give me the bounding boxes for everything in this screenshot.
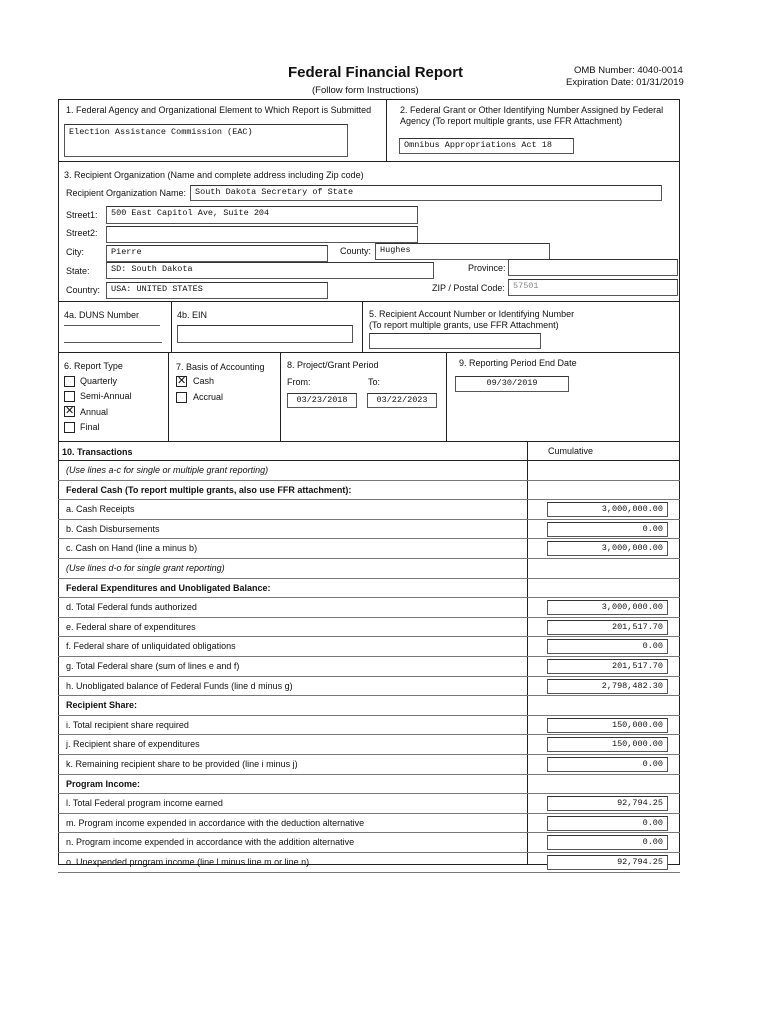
org-name-label: Recipient Organization Name: [66, 188, 187, 198]
box5-label-1: 5. Recipient Account Number or Identifying Number [369, 309, 575, 319]
agency-field[interactable]: Election Assistance Commission (EAC) [64, 124, 348, 157]
transaction-row [58, 793, 680, 813]
transaction-value-field[interactable]: 0.00 [547, 522, 668, 537]
city-field[interactable]: Pierre [106, 245, 328, 262]
transaction-row [58, 480, 680, 500]
state-label: State: [66, 266, 90, 276]
transaction-value-field[interactable]: 150,000.00 [547, 737, 668, 752]
transaction-label: c. Cash on Hand (line a minus b) [66, 543, 198, 554]
org-name-field[interactable]: South Dakota Secretary of State [190, 185, 662, 201]
cumulative-header: Cumulative [548, 446, 594, 456]
transaction-value-field[interactable]: 3,000,000.00 [547, 541, 668, 556]
transaction-row [58, 734, 680, 754]
transaction-row [58, 597, 680, 617]
expiration-date: Expiration Date: 01/31/2019 [566, 77, 684, 88]
box5-label-2: (To report multiple grants, use FFR Attachment) [369, 320, 559, 330]
transaction-row [58, 519, 680, 539]
transaction-label: f. Federal share of unliquidated obligations [66, 641, 236, 652]
divider-7-8 [280, 352, 281, 441]
cash-label: Cash [193, 376, 215, 386]
county-field[interactable]: Hughes [375, 243, 550, 260]
transaction-value-field[interactable]: 201,517.70 [547, 659, 668, 674]
divider-row3 [58, 301, 680, 302]
divider-row2 [58, 161, 680, 162]
country-field[interactable]: USA: UNITED STATES [106, 282, 328, 299]
accrual-label: Accrual [193, 392, 224, 402]
transaction-row [58, 695, 680, 715]
final-checkbox[interactable] [64, 422, 75, 433]
transaction-row [58, 636, 680, 656]
transaction-label: Program Income: [66, 778, 141, 789]
transaction-value-field[interactable]: 2,798,482.30 [547, 679, 668, 694]
basis-label: 7. Basis of Accounting [176, 362, 265, 372]
semiannual-checkbox[interactable] [64, 391, 75, 402]
transaction-label: h. Unobligated balance of Federal Funds (line d minus g) [66, 680, 293, 691]
transaction-label: e. Federal share of expenditures [66, 621, 196, 632]
transaction-label: o. Unexpended program income (line l minus line m or line n) [66, 857, 310, 867]
box2-label-1: 2. Federal Grant or Other Identifying Number Assigned by Federal [400, 105, 664, 115]
duns-field[interactable] [64, 331, 162, 343]
transactions-title: 10. Transactions [62, 447, 133, 457]
transaction-label: l. Total Federal program income earned [66, 798, 223, 809]
semiannual-label: Semi-Annual [80, 391, 132, 401]
transaction-label: a. Cash Receipts [66, 504, 135, 515]
transaction-row [58, 499, 680, 519]
quarterly-checkbox[interactable] [64, 376, 75, 387]
duns-underline [64, 325, 160, 326]
form-subtitle: (Follow form Instructions) [312, 85, 419, 96]
transaction-label: Federal Cash (To report multiple grants, also use FFR attachment): [66, 484, 352, 495]
transaction-row [58, 754, 680, 774]
cash-checkbox[interactable]: ✕ [177, 375, 187, 387]
transaction-label: b. Cash Disbursements [66, 523, 160, 534]
transaction-value-field[interactable]: 92,794.25 [547, 796, 668, 811]
street1-label: Street1: [66, 210, 98, 220]
transaction-value-field[interactable]: 150,000.00 [547, 718, 668, 733]
divider-row6 [58, 441, 680, 442]
zip-field[interactable]: 57501 [508, 279, 678, 296]
transaction-label: m. Program income expended in accordance with the deduction alternative [66, 817, 365, 828]
transaction-value-field[interactable]: 0.00 [547, 757, 668, 772]
period-end-field[interactable]: 09/30/2019 [455, 376, 569, 392]
street2-field[interactable] [106, 226, 418, 243]
zip-label: ZIP / Postal Code: [432, 283, 505, 293]
transaction-row [58, 538, 680, 558]
ein-field[interactable] [177, 325, 353, 343]
street1-field[interactable]: 500 East Capitol Ave, Suite 204 [106, 206, 418, 224]
transaction-value-field[interactable]: 0.00 [547, 835, 668, 850]
divider-6-7 [168, 352, 169, 441]
street2-label: Street2: [66, 228, 98, 238]
transaction-row [58, 774, 680, 794]
transaction-row [58, 715, 680, 735]
divider-row4 [58, 352, 680, 353]
grant-number-field[interactable]: Omnibus Appropriations Act 18 [399, 138, 574, 154]
from-label: From: [287, 377, 311, 387]
divider-4a-4b [171, 301, 172, 352]
city-label: City: [66, 247, 84, 257]
omb-number: OMB Number: 4040-0014 [574, 65, 683, 76]
county-label: County: [340, 246, 372, 256]
account-number-field[interactable] [369, 333, 541, 349]
form-title: Federal Financial Report [288, 64, 464, 81]
transaction-row [58, 656, 680, 676]
period-from-field[interactable]: 03/23/2018 [287, 393, 357, 408]
box1-label: 1. Federal Agency and Organizational Element to Which Report is Submitted [66, 105, 372, 115]
transaction-value-field[interactable]: 3,000,000.00 [547, 600, 668, 615]
state-field[interactable]: SD: South Dakota [106, 262, 434, 279]
transaction-value-field[interactable]: 0.00 [547, 639, 668, 654]
transaction-label: Federal Expenditures and Unobligated Balance: [66, 582, 271, 593]
transaction-value-field[interactable]: 3,000,000.00 [547, 502, 668, 517]
accrual-checkbox[interactable] [176, 392, 187, 403]
transaction-row [58, 578, 680, 598]
quarterly-label: Quarterly [80, 376, 118, 386]
country-label: Country: [66, 285, 101, 295]
transaction-label: d. Total Federal funds authorized [66, 602, 197, 613]
ein-label: 4b. EIN [177, 310, 208, 320]
period-end-label: 9. Reporting Period End Date [459, 358, 577, 368]
box2-label-2: Agency (To report multiple grants, use FFR Attachment) [400, 116, 623, 126]
transaction-label: i. Total recipient share required [66, 719, 189, 730]
divider-1-2 [386, 99, 387, 161]
transaction-row [58, 813, 680, 833]
transaction-label: j. Recipient share of expenditures [66, 739, 200, 750]
frame-top [58, 99, 680, 100]
transaction-label: Recipient Share: [66, 700, 138, 711]
transaction-label: n. Program income expended in accordance with the addition alternative [66, 837, 355, 848]
row-divider [58, 872, 680, 873]
transaction-row [58, 676, 680, 696]
province-label: Province: [468, 263, 506, 273]
transaction-row [58, 832, 680, 852]
divider-4-5 [362, 301, 363, 352]
divider-8-9 [446, 352, 447, 441]
report-type-label: 6. Report Type [64, 361, 123, 371]
duns-label: 4a. DUNS Number [64, 310, 140, 320]
to-label: To: [368, 377, 381, 387]
transaction-label: (Use lines d-o for single grant reporting) [66, 563, 225, 573]
period-label: 8. Project/Grant Period [287, 360, 379, 370]
transaction-label: (Use lines a-c for single or multiple grant reporting) [66, 465, 269, 475]
transaction-value-field[interactable]: 201,517.70 [547, 620, 668, 635]
transaction-value-field[interactable]: 92,794.25 [547, 855, 668, 870]
transaction-row [58, 852, 680, 872]
transaction-row [58, 617, 680, 637]
transaction-row [58, 460, 680, 480]
transaction-label: k. Remaining recipient share to be provided (line i minus j) [66, 759, 298, 769]
annual-label: Annual [80, 407, 109, 417]
box3-label: 3. Recipient Organization (Name and complete address including Zip code) [64, 170, 364, 180]
transaction-label: g. Total Federal share (sum of lines e and f) [66, 661, 240, 671]
annual-checkbox[interactable]: ✕ [65, 405, 75, 417]
transaction-value-field[interactable]: 0.00 [547, 816, 668, 831]
transaction-row [58, 558, 680, 578]
period-to-field[interactable]: 03/22/2023 [367, 393, 437, 408]
final-label: Final [80, 422, 100, 432]
province-field[interactable] [508, 259, 678, 276]
